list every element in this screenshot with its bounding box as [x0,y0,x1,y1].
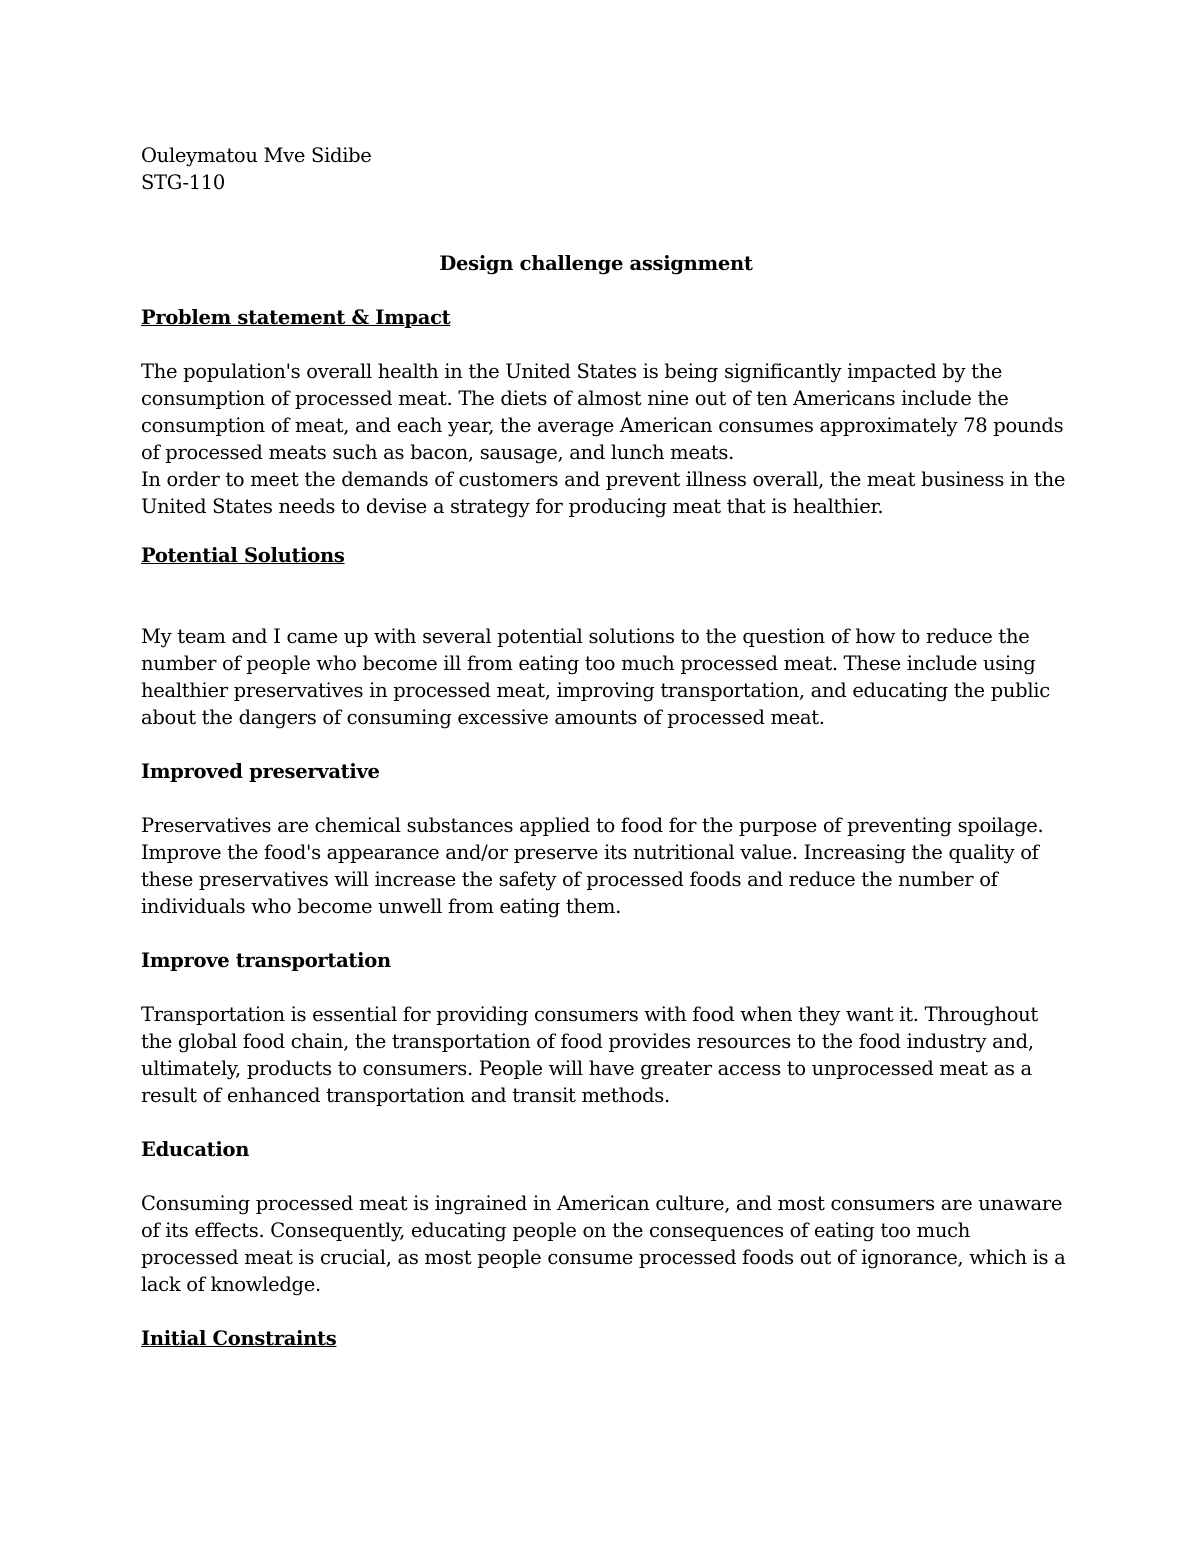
education-paragraph: Consuming processed meat is ingrained in American culture, and most consumers are unaware of its effects. Consequently, educating people on the consequences of eating too much processed meat is crucial, as most people consume processed foods out of ignorance, which is a lack of knowledge. [141,1192,1066,1296]
document-title: Design challenge assignment [439,252,753,275]
constraints-heading: Initial Constraints [141,1327,337,1350]
preservative-heading: Improved preservative [141,760,380,783]
author-name: Ouleymatou Mve Sidibe [141,144,372,167]
transportation-paragraph: Transportation is essential for providing consumers with food when they want it. Throughout the global food chain, the transportation of food provides resources to the food industry and, ultimately, products to consumers. People will have greater access to unprocessed meat as a result of enhanced transportation and transit methods. [141,1003,1038,1107]
problem-paragraph: The population's overall health in the United States is being significantly impacted by the consumption of processed meat. The diets of almost nine out of ten Americans include the consumption of meat, and each year, the average American consumes approximately 78 pounds of processed meats such as bacon, sausage, and lunch meats. [141,360,1064,464]
preservative-paragraph: Preservatives are chemical substances applied to food for the purpose of preventing spoilage. Improve the food's appearance and/or preserve its nutritional value. Increasing the quality of these preservatives will increase the safety of processed foods and reduce the number of individuals who become unwell from eating them. [141,814,1044,918]
document-body [141,142,1071,1352]
education-heading: Education [141,1138,250,1161]
transportation-heading: Improve transportation [141,949,391,972]
solutions-heading: Potential Solutions [141,544,345,567]
problem-paragraph-2: In order to meet the demands of customers and prevent illness overall, the meat business in the United States needs to devise a strategy for producing meat that is healthier. [141,468,1066,518]
problem-heading: Problem statement & Impact [141,306,451,329]
solutions-paragraph: My team and I came up with several potential solutions to the question of how to reduce the number of people who become ill from eating too much processed meat. These include using healthier preservatives in processed meat, improving transportation, and educating the public about the dangers of consuming excessive amounts of processed meat. [141,625,1050,729]
course-code: STG-110 [141,171,226,194]
